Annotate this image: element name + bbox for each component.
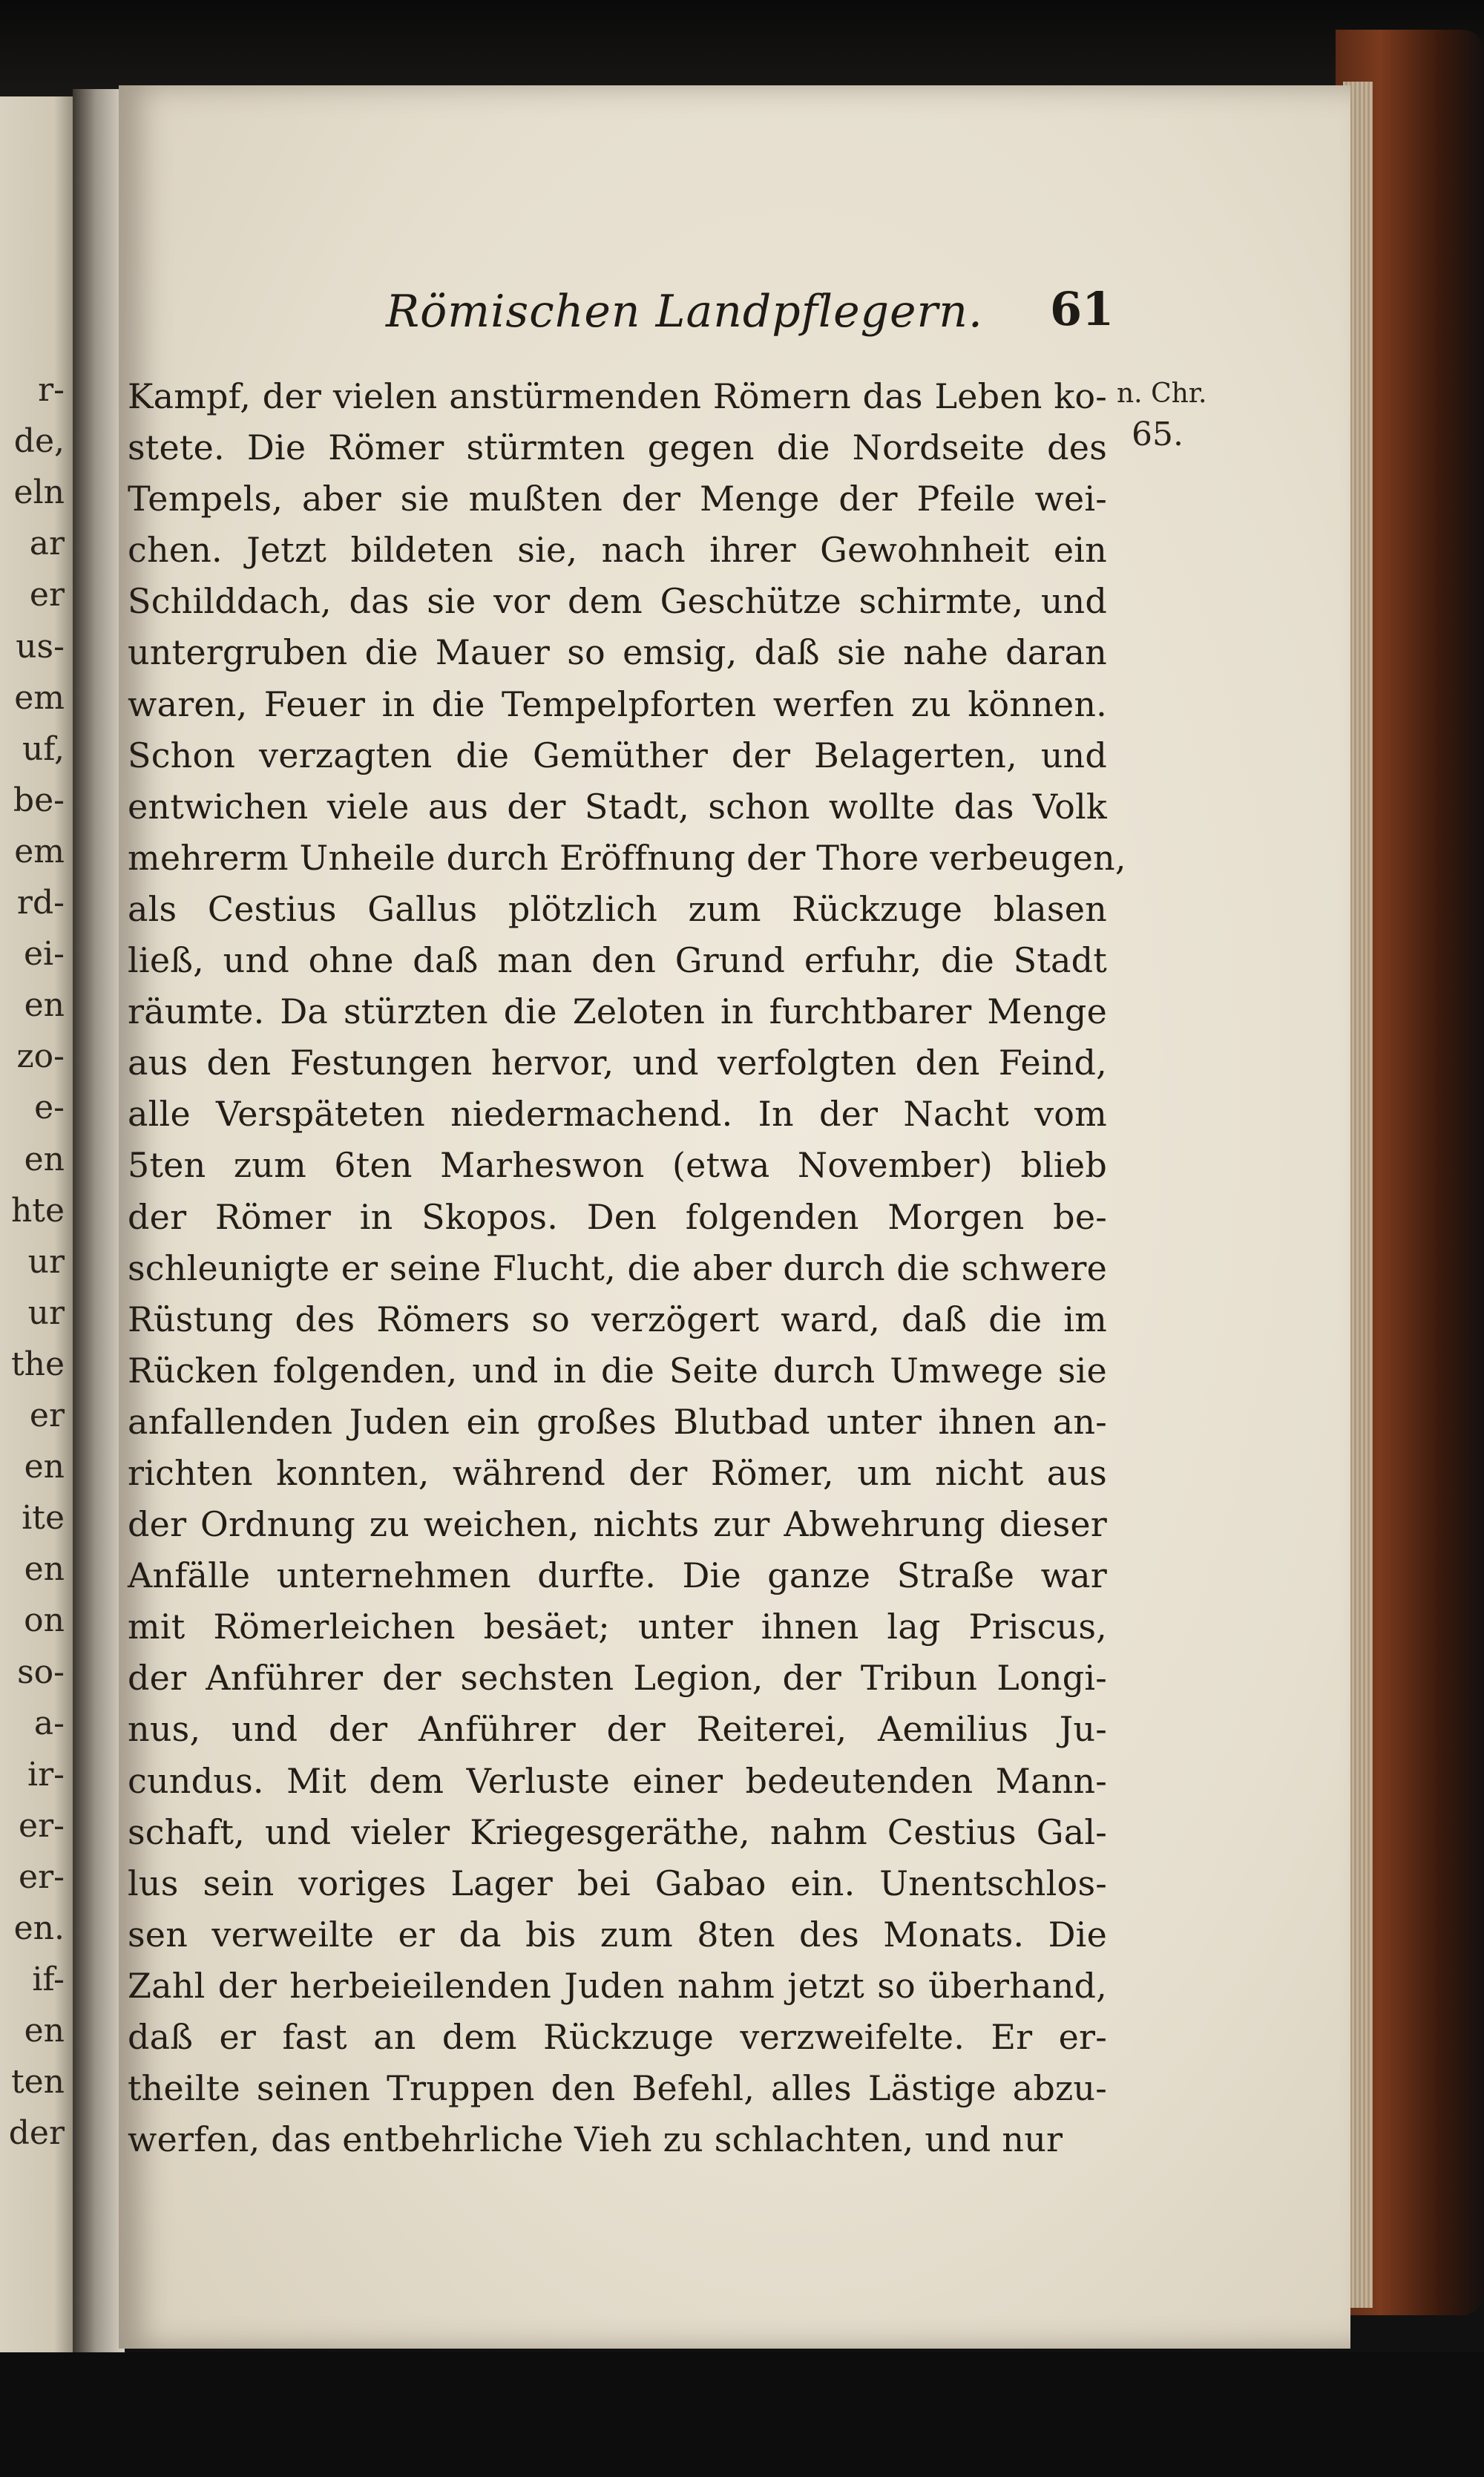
text-line: mit Römerleichen besäet; unter ihnen lag Priscus, (128, 1607, 1107, 1647)
left-page-line: us- (16, 627, 65, 666)
margin-note-era: n. Chr. (1117, 378, 1207, 409)
left-page-line: en. (13, 1909, 65, 1947)
text-line: richten konnten, während der Römer, um nicht aus (128, 1452, 1107, 1493)
text-line: anfallenden Juden ein großes Blutbad unter ihnen an- (128, 1401, 1107, 1442)
left-page-line: r- (38, 371, 65, 409)
text-line: aus den Festungen hervor, und verfolgten den Feind, (128, 1043, 1107, 1083)
left-page-line: e- (34, 1089, 65, 1127)
left-page-line: ite (22, 1499, 65, 1538)
text-line: Schilddach, das sie vor dem Geschütze schirmte, und (128, 581, 1107, 622)
left-page-line: ten (10, 2063, 65, 2102)
text-line: der Anführer der sechsten Legion, der Tribun Longi- (128, 1658, 1107, 1699)
text-line: Schon verzagten die Gemüther der Belagerten, und (128, 735, 1107, 775)
text-line: Kampf, der vielen anstürmenden Römern das Leben ko- (128, 376, 1107, 416)
left-page-line: uf, (22, 729, 65, 768)
text-line: stete. Die Römer stürmten gegen die Nordseite des (128, 427, 1107, 468)
left-page-line: if- (32, 1961, 65, 1999)
text-line: lus sein voriges Lager bei Gabao ein. Unentschlos- (128, 1863, 1107, 1903)
left-page-line: en (24, 1550, 65, 1589)
left-page-line: rd- (16, 884, 65, 922)
text-line: ließ, und ohne daß man den Grund erfuhr, die Stadt (128, 940, 1107, 981)
text-line: Rüstung des Römers so verzögert ward, daß die im (128, 1299, 1107, 1339)
left-page-line: a- (33, 1704, 65, 1742)
left-page-line: em (14, 832, 65, 870)
text-line: Zahl der herbeieilenden Juden nahm jetzt so überhand, (128, 1965, 1107, 2006)
left-page-line: so- (17, 1653, 65, 1691)
text-line: daß er fast an dem Rückzuge verzweifelte. Er er- (128, 2017, 1107, 2057)
left-page-line: en (24, 2012, 65, 2050)
text-line: theilte seinen Truppen den Befehl, alles Lästige abzu- (128, 2068, 1107, 2109)
left-page-line: en (24, 1448, 65, 1486)
text-line: räumte. Da stürzten die Zeloten in furchtbarer Menge (128, 991, 1107, 1032)
left-page-line: be- (13, 781, 65, 819)
left-page-line: en (24, 1140, 65, 1178)
left-page-line: de, (13, 422, 65, 461)
text-line: alle Verspäteten niedermachend. In der Nacht vom (128, 1094, 1107, 1135)
margin-note-year: 65. (1132, 416, 1183, 453)
background-bottom (0, 2352, 1484, 2477)
text-line: schleunigte er seine Flucht, die aber durch die schwere (128, 1247, 1107, 1288)
left-page-line: er- (19, 1806, 65, 1845)
text-line: werfen, das entbehrliche Vieh zu schlachten, und nur (128, 2119, 1063, 2160)
text-line: chen. Jetzt bildeten sie, nach ihrer Gewohnheit ein (128, 530, 1107, 571)
text-line: der Ordnung zu weichen, nichts zur Abwehrung dieser (128, 1504, 1107, 1545)
text-line: waren, Feuer in die Tempelpforten werfen zu können. (128, 683, 1107, 724)
left-page-line: ei- (24, 935, 65, 974)
left-page-line: the (10, 1345, 65, 1383)
left-page-line: ar (29, 525, 65, 563)
left-page-line: er (29, 576, 65, 614)
body-text (128, 371, 1126, 2165)
left-page-line: eln (13, 473, 65, 512)
page-number: 61 (1050, 282, 1114, 336)
text-line: untergruben die Mauer so emsig, daß sie nahe daran (128, 632, 1107, 673)
text-line: 5ten zum 6ten Marheswon (etwa November) blieb (128, 1145, 1107, 1186)
left-page-line: ur (27, 1293, 65, 1332)
text-line: mehrerm Unheile durch Eröffnung der Thore verbeugen, (128, 837, 1126, 878)
left-page-line: on (24, 1601, 65, 1640)
left-page-line: ir- (27, 1755, 65, 1794)
left-page-line: em (14, 678, 65, 717)
book-gutter (73, 89, 125, 2375)
left-page-line: ur (27, 1242, 65, 1281)
text-line: nus, und der Anführer der Reiterei, Aemilius Ju- (128, 1709, 1107, 1750)
text-line: Tempels, aber sie mußten der Menge der Pfeile wei- (128, 479, 1107, 519)
left-page-fragment (0, 96, 78, 2360)
text-line: schaft, und vieler Kriegesgeräthe, nahm Cestius Gal- (128, 1811, 1107, 1852)
left-page-line: der (8, 2114, 65, 2153)
left-page-line: er- (19, 1857, 65, 1896)
text-line: sen verweilte er da bis zum 8ten des Monats. Die (128, 1914, 1107, 1955)
running-head: Römischen Landpflegern. (386, 286, 983, 338)
text-line: der Römer in Skopos. Den folgenden Morgen be- (128, 1196, 1107, 1237)
left-page-line: hte (10, 1191, 65, 1230)
left-page-line: zo- (16, 1037, 65, 1076)
text-line: entwichen viele aus der Stadt, schon wollte das Volk (128, 786, 1107, 827)
text-line: Rücken folgenden, und in die Seite durch Umwege sie (128, 1350, 1107, 1391)
text-line: cundus. Mit dem Verluste einer bedeutenden Mann- (128, 1760, 1107, 1801)
text-line: als Cestius Gallus plötzlich zum Rückzuge blasen (128, 888, 1107, 929)
text-line: Anfälle unternehmen durfte. Die ganze Straße war (128, 1555, 1107, 1596)
left-page-line: en (24, 986, 65, 1025)
left-page-line: er (29, 1397, 65, 1434)
